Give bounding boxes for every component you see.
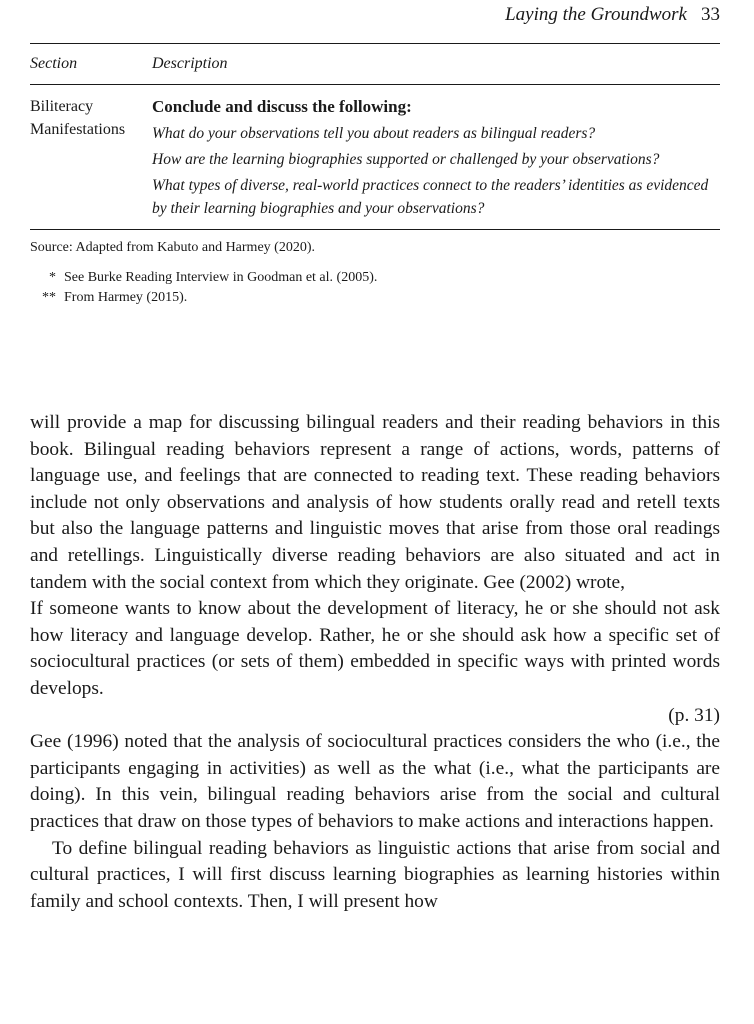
running-head xyxy=(505,4,720,26)
block-quote: If someone wants to know about the development of literacy, he or she should not ask how literacy and language develop. Rather, he or she should ask how a specific set of sociocultural practices (or sets of them) embedded in specific ways with printed words develops. xyxy=(30,598,720,699)
footnote-text: See Burke Reading Interview in Goodman et al. (2005). xyxy=(64,270,378,285)
header-description: Description xyxy=(152,55,228,72)
body-paragraph: To define bilingual reading behaviors as linguistic actions that arise from social and cultural practices, I will first discuss learning biographies as learning histories within family and school contexts. Then, I will present how xyxy=(30,837,720,912)
table-notes xyxy=(30,240,720,308)
header-section: Section xyxy=(30,55,78,72)
footnote-text: From Harmey (2015). xyxy=(64,290,188,305)
observation-table xyxy=(30,43,720,230)
table-row xyxy=(30,85,720,229)
row-question: How are the learning biographies supported or challenged by your observations? xyxy=(152,151,660,168)
row-section-name: Biliteracy Manifestations xyxy=(30,98,126,138)
footnote-mark: ** xyxy=(42,290,56,305)
table-header-row xyxy=(30,44,720,84)
row-question: What types of diverse, real-world practices connect to the readers’ identities as evidenced by their learning biographies and your observations? xyxy=(152,177,709,217)
row-description xyxy=(152,95,720,223)
footnote-mark: * xyxy=(49,270,56,285)
body-paragraph: will provide a map for discussing bilingual readers and their reading behaviors in this book. Bilingual reading behaviors represent a range of actions, words, patterns of language use, and feelings that are connected to reading text. These reading behaviors include not only observations and analysis of how students orally read and retell texts but also the language patterns and linguistic moves that arise from those oral readings and retellings. Linguistically diverse reading behaviors are also situated and act in tandem with the social context from which they originate. Gee (2002) wrote, xyxy=(30,412,720,593)
body-text xyxy=(30,410,720,915)
table-bottom-rule xyxy=(30,229,720,230)
source-note: Source: Adapted from Kabuto and Harmey (2020). xyxy=(30,240,315,255)
footnote xyxy=(30,268,720,288)
row-question: What do your observations tell you about readers as bilingual readers? xyxy=(152,125,596,142)
page-number: 33 xyxy=(701,4,720,25)
row-heading: Conclude and discuss the following: xyxy=(152,97,412,116)
body-paragraph: Gee (1996) noted that the analysis of sociocultural practices considers the who (i.e., the participants engaging in activities) as well as the what (i.e., what the participants are doing). In this vein, bilingual reading behaviors arise from the social and cultural practices that draw on those types of behaviors to make actions and interactions happen. xyxy=(30,731,720,832)
quote-citation: (p. 31) xyxy=(668,704,720,726)
running-head-title: Laying the Groundwork xyxy=(505,4,687,25)
footnote xyxy=(30,288,720,308)
